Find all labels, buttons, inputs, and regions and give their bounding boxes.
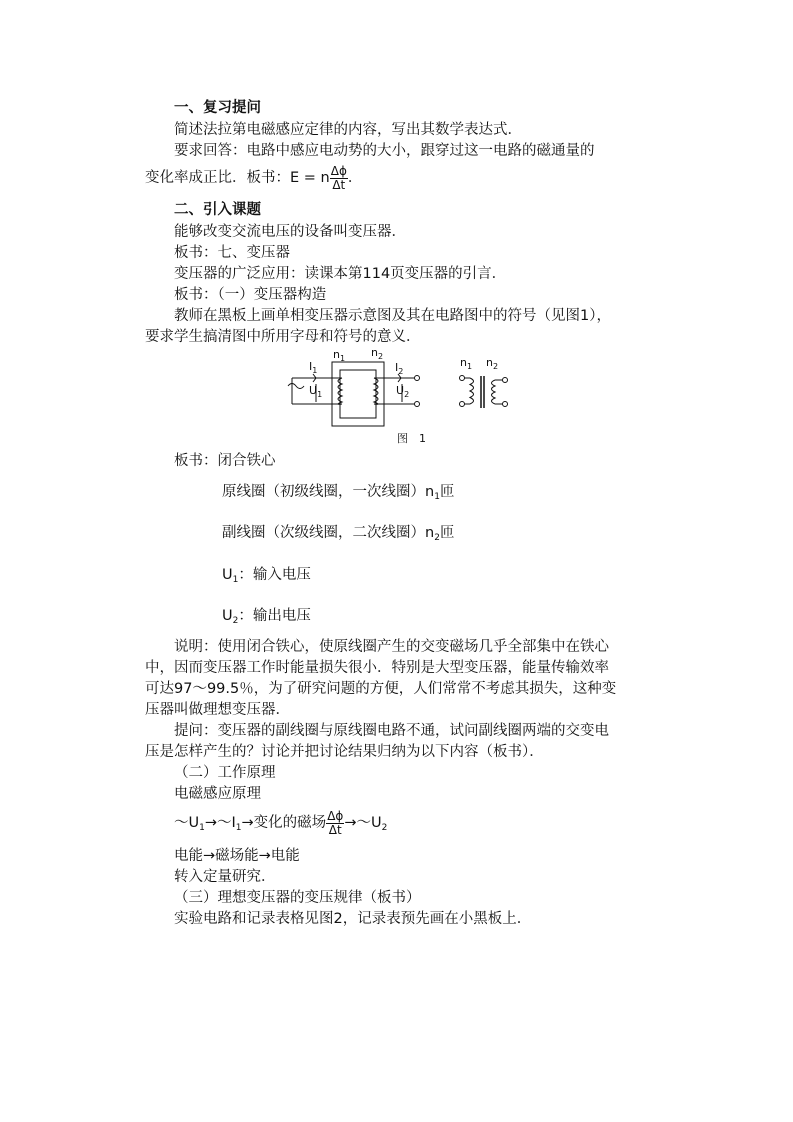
section2-line1: 能够改变交流电压的设备叫变压器． [174, 224, 406, 240]
chain-sub2: 1 [235, 823, 242, 833]
principle-chain [174, 805, 387, 841]
chain-start: ～U [174, 815, 200, 831]
note-iron-core: 板书：闭合铁心 [174, 453, 276, 469]
note-secondary-unit: 匝 [439, 525, 455, 541]
chain-sub3: 2 [381, 823, 388, 833]
output-terminal-icon [415, 376, 420, 381]
section3-heading: （三）理想变压器的变压规律（板书） [174, 890, 421, 906]
explanation-line2: 中，因而变压器工作时能量损失很小．特别是大型变压器，能量传输效率 [145, 660, 609, 676]
note-u2-text: ：输出电压 [238, 608, 311, 624]
faraday-formula [290, 163, 363, 192]
question-line2: 压是怎样产生的？讨论并把讨论结果归纳为以下内容（板书）． [145, 744, 544, 760]
symbol-terminal-icon [460, 376, 465, 381]
note-u1-symbol: U [222, 567, 233, 583]
output-terminal-icon [415, 402, 420, 407]
note-primary-sub: 1 [434, 492, 440, 502]
section1-line3-text: 变化率成正比．板书： [145, 170, 290, 186]
explanation-line3: 可达97～99.5％，为了研究问题的方便，人们常常不考虑其损失，这种变 [145, 681, 617, 697]
formula-end: ． [347, 170, 363, 186]
label-n2: $n_2$ [371, 346, 384, 361]
ac-source-icon [288, 384, 304, 389]
principle-energy: 电能→磁场能→电能 [174, 848, 300, 864]
note-u2-sub: 2 [232, 616, 239, 626]
symbol-primary-coil-icon [470, 378, 474, 404]
note-primary-coil [222, 482, 454, 502]
section1-line2: 要求回答：电路中感应电动势的大小，跟穿过这一电路的磁通量的 [174, 143, 595, 159]
section1-line1: 简述法拉第电磁感应定律的内容，写出其数学表达式． [174, 122, 522, 138]
section2-heading: 二、引入课题 [174, 202, 261, 218]
question-line1: 提问：变压器的副线圈与原线圈电路不通，试问副线圈两端的交变电 [174, 723, 609, 739]
label-U2: $U_2$ [396, 384, 410, 399]
note-secondary-text: 副线圈（次级线圈，二次线圈）n [222, 525, 435, 541]
note-primary-unit: 匝 [439, 484, 455, 500]
symbol-secondary-coil-icon [492, 380, 496, 404]
chain-mid2: →变化的磁场 [241, 815, 327, 831]
section2-line5: 教师在黑板上画单相变压器示意图及其在电路图中的符号（见图1）， [174, 308, 611, 324]
section2-line4: 板书：（一）变压器构造 [174, 287, 327, 303]
note-u2-symbol: U [222, 608, 233, 624]
explanation-line1: 说明：使用闭合铁心，使原线圈产生的交变磁场几乎全部集中在铁心 [174, 639, 609, 655]
note-u1-sub: 1 [232, 575, 239, 585]
formula-denominator: Δt [332, 177, 346, 192]
symbol-label-n2: $n_2$ [486, 356, 499, 371]
formula-lhs: E = n [290, 170, 330, 186]
formula-numerator: Δϕ [330, 163, 347, 178]
principle-quant: 转入定量研究． [174, 869, 276, 885]
figure1-transformer-diagram [280, 342, 520, 448]
symbol-terminal-icon [503, 378, 508, 383]
symbol-terminal-icon [460, 402, 465, 407]
section1-line3 [145, 163, 362, 193]
note-secondary-sub: 2 [434, 533, 440, 543]
section2-line6: 要求学生搞清图中所用字母和符号的意义． [145, 329, 421, 345]
chain-mid1: →～I [204, 815, 236, 831]
explanation-line4: 压器叫做理想变压器． [145, 702, 290, 718]
section1-heading: 一、复习提问 [174, 100, 261, 116]
section3-line1: 实验电路和记录表格见图2，记录表预先画在小黑板上． [174, 911, 532, 927]
section2-line3: 变压器的广泛应用：读课本第114页变压器的引言． [174, 266, 507, 282]
principle-line1: 电磁感应原理 [174, 786, 261, 802]
note-u2 [222, 606, 311, 626]
note-secondary-coil [222, 523, 454, 543]
chain-fraction [326, 810, 344, 837]
label-U1: $U_1$ [309, 384, 323, 399]
note-primary-text: 原线圈（初级线圈，一次线圈）n [222, 484, 435, 500]
chain-end: →～U [344, 815, 382, 831]
formula-fraction [330, 165, 348, 192]
symbol-label-n1: $n_1$ [460, 356, 473, 371]
label-I1: $I_1$ [309, 360, 318, 375]
note-u1 [222, 565, 311, 585]
label-I2: $I_2$ [395, 361, 404, 376]
chain-sub1: 1 [199, 823, 205, 833]
section2-line2: 板书：七、变压器 [174, 245, 290, 261]
note-u1-text: ：输入电压 [238, 567, 311, 583]
chain-denominator: Δt [328, 822, 342, 837]
symbol-terminal-icon [503, 402, 508, 407]
principle-heading: （二）工作原理 [174, 765, 276, 781]
label-n1: $n_1$ [333, 348, 346, 363]
chain-numerator: Δϕ [327, 808, 344, 823]
figure1-caption: 图 1 [397, 432, 426, 445]
